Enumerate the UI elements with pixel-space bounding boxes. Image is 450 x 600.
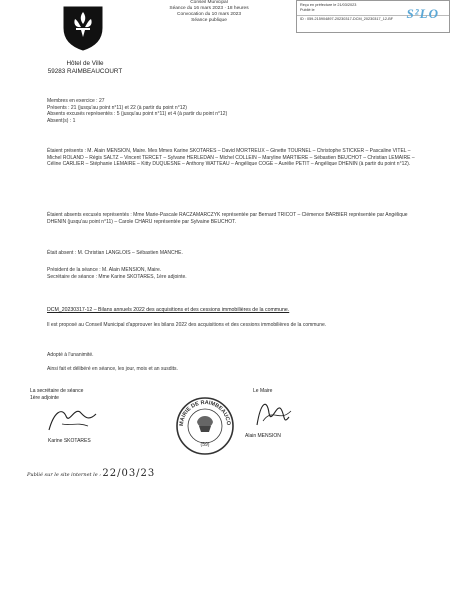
mayor-office-address: [30, 60, 140, 75]
deliberation-title: DCM_20230317-12 – Bilans annuels 2022 des acquisitions et des cessions immobilières de la commune.: [47, 307, 290, 313]
secretary-title: La secrétaire de séance: [30, 388, 84, 394]
council-line: Conseil Municipal: [190, 0, 228, 5]
adoption-result: Adopté à l'unanimité.: [47, 352, 94, 358]
president-line: Président de la séance : M. Alain MENSION, Maire.: [47, 267, 162, 273]
attendance-summary: [47, 98, 407, 125]
mayor-name: Alain MENSION: [245, 433, 281, 439]
present-members-paragraph: Étaient présents : M. Alain MENSION, Maire. Mes Mmes Karine SKOTARES – David MORTREUX – Ginette TOURNEL – Christophe STICKER – Pascaline VITEL – Michel ROLAND – Régis SALTZ – Vincent TERCET – Sylvane HERLEDAN – Michel COLLEIN – Maryline MARTIERE – Sébastien BEUCHOT – Christian LEMAIRE – Céline CARLIER – Stéphanie LEMAIRE – Kitty DUQUESNE – Anthony WATTEAU – Angélique COGE – Aurélie PETIT – Angélique DHENIN (à partir du point n°12).: [47, 148, 415, 168]
city-crest-logo: [60, 4, 106, 52]
published-label: Publié sur le site internet le :: [27, 472, 101, 478]
present-count: Présents : 21 (jusqu'au point n°11) et 22 (à partir du point n°12): [47, 104, 187, 111]
seal-inner-text: (59): [200, 442, 210, 448]
session-officers: [47, 267, 419, 280]
secretary-name: Karine SKOTARES: [48, 438, 91, 444]
session-header: [150, 0, 268, 24]
deliberation-id: ID : 059-215904897-20230317-DCM_20230317_12-BF: [297, 15, 449, 22]
proposal-paragraph: Il est proposé au Conseil Municipal d'approuver les bilans 2022 des acquisitions et des cessions immobilières de la commune.: [47, 322, 327, 328]
closing-statement: Ainsi fait et délibéré en séance, les jour, mois et an susdits.: [47, 366, 178, 372]
municipal-seal: [175, 396, 235, 456]
office-name: Hôtel de Ville: [66, 60, 104, 67]
office-city: 59283 RAIMBEAUCOURT: [47, 67, 123, 75]
represented-members-paragraph: Étaient absents excusés représentés : Mme Marie-Pascale RACZAMARCZYK représentée par Bernard TRICOT – Clémence BARBIER représentée par Angélique DHENIN (jusqu'au point n°11) – Carole CHARU représentée par Sylvaine BEUCHOT.: [47, 212, 408, 225]
mayor-handwritten-signature: [249, 395, 297, 433]
convocation-line: Convocation du 10 mars 2023: [177, 12, 241, 17]
publication-note: [27, 470, 155, 479]
mayor-title: Le Maire: [253, 388, 273, 394]
prefecture-transmission-stamp: [296, 0, 450, 33]
absent-members-paragraph: Était absent : M. Christian LANGLOIS – Sébastien MANCHE.: [47, 250, 183, 256]
secretary-role: 1ère adjointe: [30, 395, 59, 401]
absent-count: Absent(s) : 1: [47, 118, 76, 125]
members-count: Membres en exercice : 27: [47, 98, 105, 104]
slo-brand-logo: S²LO: [406, 6, 439, 21]
excused-count: Absents excusés représentés : 5 (jusqu'au point n°11) et 4 (à partir du point n°12): [47, 111, 228, 118]
mayor-signature-block: [245, 388, 297, 440]
secretary-line: Secrétaire de séance : Mme Karine SKOTARES, 1ère adjointe.: [47, 273, 187, 280]
received-line: Reçu en préfecture le 21/03/2023: [300, 3, 357, 7]
session-line: Séance du 16 mars 2023 · 18 heures: [169, 6, 249, 11]
secretary-signature-block: [30, 388, 104, 445]
seal-outer-text: MAIRIE DE RAIMBEAUCO: [178, 399, 232, 427]
published-line: Publié le: [300, 8, 315, 12]
published-date: 22/03/23: [102, 468, 156, 479]
secretary-handwritten-signature: [44, 402, 104, 438]
venue-line: Séance publique: [191, 18, 227, 23]
